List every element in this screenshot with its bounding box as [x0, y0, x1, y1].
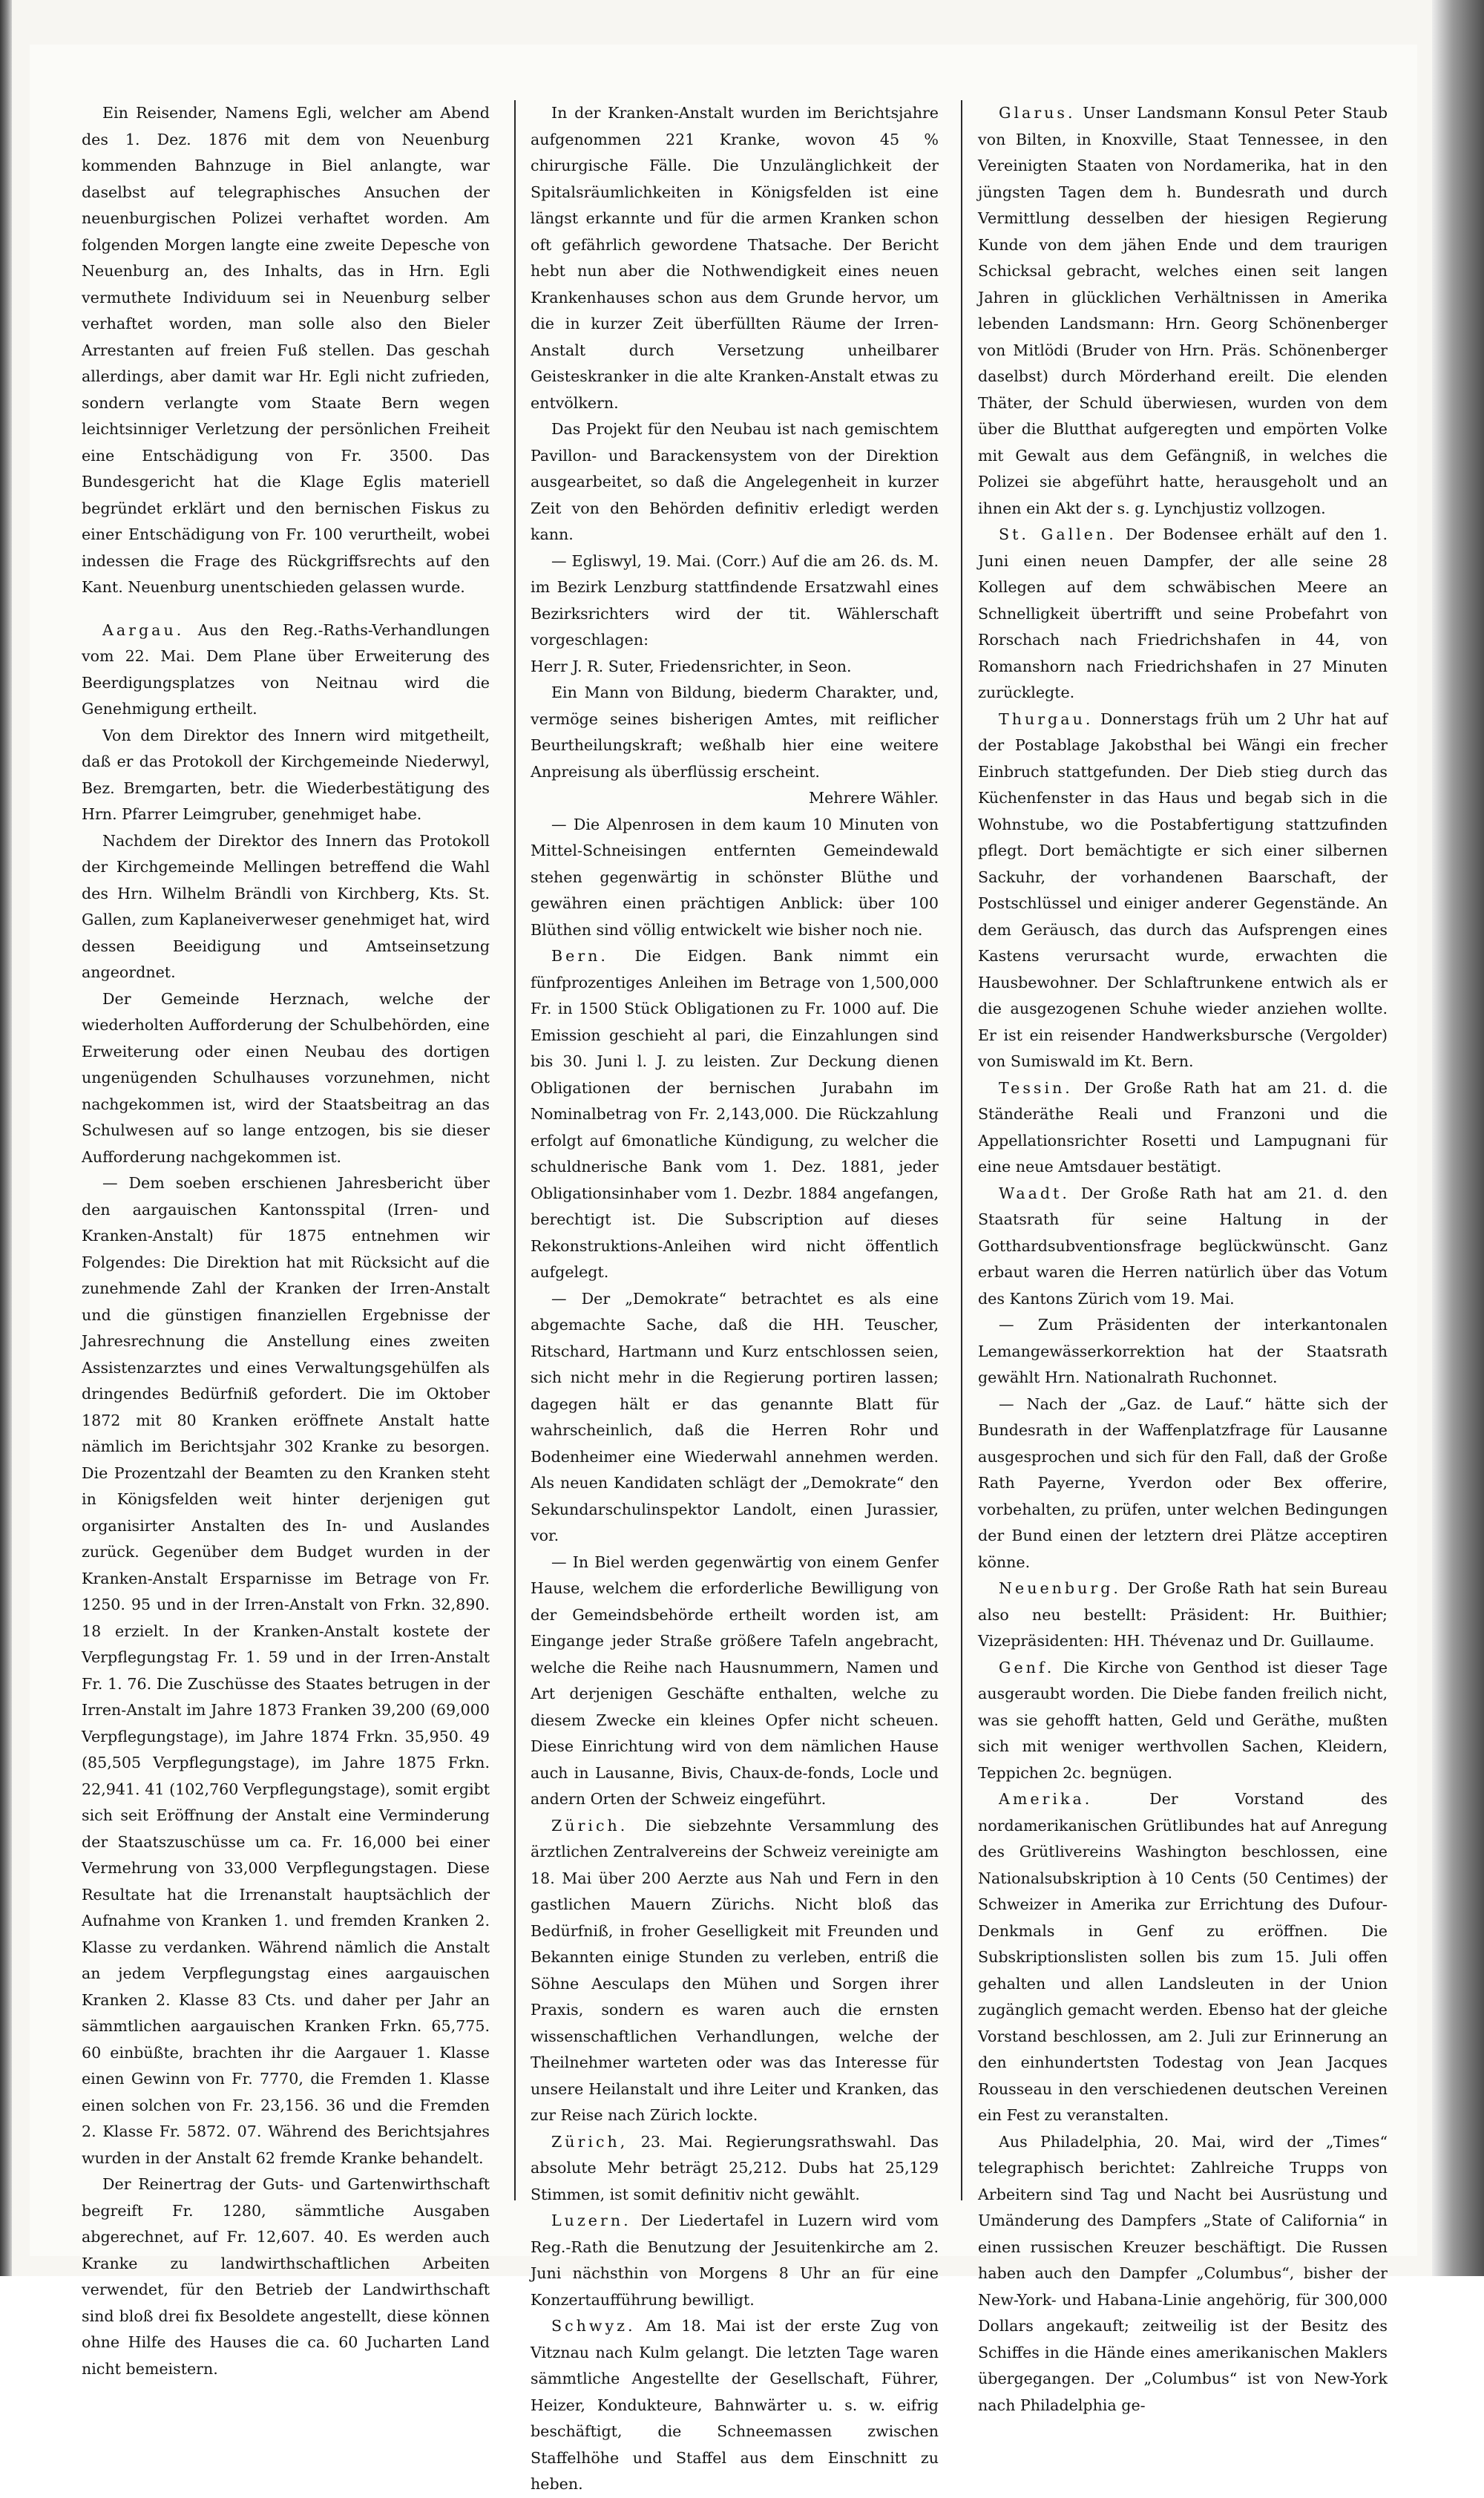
article-paragraph: [531, 1286, 939, 1550]
dateline-lead: Neuenburg.: [999, 1579, 1121, 1597]
paragraph-text: — Nach der „Gaz. de Lauf.“ hätte sich der Bundesrath in der Waffenplatzfrage für Lausanne ausgesprochen und sich für den Fall, daß der Große Rath Payerne, Yverdon oder Bex offerire, vorbehalten, zu prüfen, unter welchen Bedingungen der Bund einen der letztern drei Plätze acceptiren könne.: [978, 1394, 1388, 1571]
article-paragraph: [978, 1181, 1388, 1313]
column-2: [531, 100, 939, 2493]
paragraph-text: 23. Mai. Regierungsrathswahl. Das absolute Mehr beträgt 25,212. Dubs hat 25,129 Stimmen, ist somit definitiv nicht gewählt.: [531, 2132, 939, 2203]
paragraph-text: Der Liedertafel in Luzern wird vom Reg.-Rath die Benutzung der Jesuitenkirche am 2. Juni nächsthin von Morgens 8 Uhr an für eine Konzertaufführung bewilligt.: [531, 2212, 939, 2309]
article-paragraph: [82, 1170, 490, 2171]
paragraph-text: Der Reinertrag der Guts- und Gartenwirthschaft begreift Fr. 1280, sämmtliche Ausgaben abgerechnet, auf Fr. 12,607. 40. Es werden auch Kranke zu landwirthschaftlichen Arbeiten verwendet, für den Betrieb der Landwirthschaft sind bloß drei fix Besoldete angestellt, diese können ohne Hilfe des Hauses die ca. 60 Jucharten Land nicht bemeistern.: [82, 2175, 490, 2378]
paragraph-text: — Der „Demokrate“ betrachtet es als eine abgemachte Sache, daß die HH. Teuscher, Ritschard, Hartmann und Kurz entschlossen seien, sich nicht mehr in die Regierung portiren lassen; dagegen hält er das genannte Blatt für wahrscheinlich, daß die Herren Rohr und Bodenheimer eine Wiederwahl annehmen werden. Als neuen Kandidaten schlägt der „Demokrate“ den Sekundarschulinspektor Landolt, einen Jurassier, vor.: [531, 1289, 939, 1544]
paragraph-text: Mehrere Wähler.: [809, 789, 939, 807]
article-paragraph: [82, 828, 490, 986]
paragraph-text: Herr J. R. Suter, Friedensrichter, in Seon.: [531, 657, 852, 675]
paragraph-text: Ein Mann von Bildung, biederm Charakter, und, vermöge seines bisherigen Amtes, mit reiflicher Beurtheilungskraft; weßhalb hier eine weitere Anpreisung als überflüssig erscheint.: [531, 683, 939, 781]
dateline-lead: St. Gallen.: [999, 525, 1117, 543]
paragraph-text: Aus Philadelphia, 20. Mai, wird der „Times“ telegraphisch berichtet: Zahlreiche Trupps von Arbeitern sind Tag und Nacht bei Ausrüstung und Umänderung des Dampfers „State of California“ in einen russischen Kreuzer beschäftigt. Die Russen haben auch den Dampfer „Columbus“, bisher der New-York- und Habana-Linie angehörig, für 300,000 Dollars angekauft; zeitweilig ist der Besitz des Schiffes in die Hände eines amerikanischen Maklers übergegangen. Der „Columbus“ ist von New-York nach Philadelphia ge-: [978, 2132, 1388, 2414]
dateline-lead: Zürich.: [551, 1816, 628, 1835]
book-spine-shadow: [0, 0, 12, 2276]
article-paragraph: [82, 986, 490, 1171]
article-paragraph: [531, 2313, 939, 2498]
paragraph-text: Der Gemeinde Herznach, welche der wiederholten Aufforderung der Schulbehörden, eine Erweiterung oder einen Neubau des dortigen ungenügenden Schulhauses vorzunehmen, nicht nachgekommen ist, wird der Staatsbeitrag an das Schulwesen auf so lange entzogen, bis sie dieser Aufforderung nachgekommen ist.: [82, 989, 490, 1166]
article-paragraph: [531, 812, 939, 944]
dateline-lead: Bern.: [551, 947, 608, 965]
paragraph-text: Der Große Rath hat am 21. d. den Staatsrath für seine Haltung in der Gotthardsubventionsfrage beglückwünscht. Ganz erbaut waren die Herren natürlich über das Votum des Kantons Zürich vom 19. Mai.: [978, 1184, 1388, 1308]
article-paragraph: [531, 2208, 939, 2313]
paragraph-text: Die Kirche von Genthod ist dieser Tage ausgeraubt worden. Die Diebe fanden freilich nicht, was sie gehofft hatten, Geld und Geräthe, mußten sich mit weniger werthvollen Sachen, Kleidern, Teppichen 2c. begnügen.: [978, 1658, 1388, 1782]
article-paragraph: [82, 617, 490, 723]
article-paragraph: [531, 943, 939, 1286]
article-paragraph: [531, 680, 939, 785]
article-paragraph: [978, 2129, 1388, 2419]
article-paragraph: [531, 1813, 939, 2129]
paragraph-text: Nachdem der Direktor des Innern das Protokoll der Kirchgemeinde Mellingen betreffend die Wahl des Hrn. Wilhelm Brändli von Kirchberg, Kts. St. Gallen, zum Kaplaneiverweser genehmiget hat, wird dessen Beeidigung und Amtseinsetzung angeordnet.: [82, 831, 490, 981]
column-3: [978, 100, 1388, 2414]
article-paragraph: [978, 1786, 1388, 2129]
article-paragraph: [531, 1550, 939, 1813]
paragraph-text: Aus den Reg.-Raths-Verhandlungen vom 22. Mai. Dem Plane über Erweiterung des Beerdigungsplatzes von Neitnau wird die Genehmigung ertheilt.: [82, 620, 490, 718]
paragraph-text: In der Kranken-Anstalt wurden im Berichtsjahre aufgenommen 221 Kranke, wovon 45 % chirurgische Fälle. Die Unzulänglichkeit der Spitalsräumlichkeiten in Königsfelden ist eine längst erkannte und für die armen Kranken schon oft gefährlich gewordene Thatsache. Der Bericht hebt nun aber die Nothwendigkeit eines neuen Krankenhauses schon aus dem Grunde hervor, um die in kurzer Zeit überfüllten Räume der Irren-Anstalt durch Versetzung unheilbarer Geisteskranker in die alte Kranken-Anstalt etwas zu entvölkern.: [531, 104, 939, 412]
dateline-lead: Waadt.: [999, 1184, 1070, 1202]
column-rule-1: [514, 100, 516, 2200]
paragraph-text: Unser Landsmann Konsul Peter Staub von Bilten, in Knoxville, Staat Tennessee, in den Vereinigten Staaten von Nordamerika, hat in den jüngsten Tagen dem h. Bundesrath und durch Vermittlung desselben der hiesigen Regierung Kunde von dem jähen Ende und dem traurigen Schicksal gebracht, welches einen seit langen Jahren in glücklichen Verhältnissen in Amerika lebenden Landsmann: Hrn. Georg Schönenberger von Mitlödi (Bruder von Hrn. Präs. Schönenberger daselbst) durch Mörderhand ereilt. Die elenden Thäter, der Schuld überwiesen, wurden von dem über die Blutthat aufgeregten und empörten Volke mit Gewalt aus dem Gefängniß, in welches die Polizei sie abgeführt hatte, herausgeholt und an ihnen ein Akt der s. g. Lynchjustiz vollzogen.: [978, 104, 1388, 517]
dateline-lead: Genf.: [999, 1658, 1055, 1676]
article-paragraph: [978, 1312, 1388, 1391]
paragraph-text: Der Große Rath hat am 21. d. die Ständeräthe Reali und Franzoni und die Appellationsrichter Rosetti und Lampugnani für eine neue Amtsdauer bestätigt.: [978, 1078, 1388, 1176]
column-1: [82, 100, 490, 2378]
dateline-lead: Tessin.: [999, 1078, 1073, 1097]
paragraph-text: Der Große Rath hat sein Bureau also neu bestellt: Präsident: Hr. Buithier; Vizepräsidenten: HH. Thévenaz und Dr. Guillaume.: [978, 1579, 1388, 1650]
page-edge-shadow: [1432, 0, 1484, 2276]
paragraph-text: Ein Reisender, Namens Egli, welcher am Abend des 1. Dez. 1876 mit dem von Neuenburg kommenden Bahnzuge in Biel anlangte, war daselbst auf telegraphisches Ansuchen der neuenburgischen Polizei verhaftet worden. Am folgenden Morgen langte eine zweite Depesche von Neuenburg an, des Inhalts, das in Hrn. Egli vermuthete Individuum sei in Neuenburg selber verhaftet worden, man solle also den Bieler Arrestanten auf freien Fuß stellen. Das geschah allerdings, aber damit war Hr. Egli nicht zufrieden, sondern verlangte vom Staate Bern wegen leichtsinniger Verletzung der persönlichen Freiheit eine Entschädigung von Fr. 3500. Das Bundesgericht hat die Klage Eglis materiell begründet erklärt und den bernischen Fiskus zu einer Entschädigung von Fr. 100 verurtheilt, wobei indessen die Frage des Rückgriffsrechts auf den Kant. Neuenburg unentschieden gelassen wurde.: [82, 104, 490, 596]
article-paragraph: [978, 522, 1388, 707]
dateline-lead: Zürich,: [551, 2132, 628, 2151]
article-paragraph: [978, 1391, 1388, 1576]
paragraph-text: — Dem soeben erschienen Jahresbericht über den aargauischen Kantonsspital (Irren- und Kranken-Anstalt) für 1875 entnehmen wir Folgendes: Die Direktion hat mit Rücksicht auf die zunehmende Zahl der Kranken der Irren-Anstalt und die günstigen finanziellen Ergebnisse der Jahresrechnung die Anstellung eines zweiten Assistenzarztes und eines Verwaltungsgehülfen als dringendes Bedürfniß gefordert. Die im Oktober 1872 mit 80 Kranken eröffnete Anstalt hatte nämlich im Berichtsjahr 302 Kranke zu besorgen. Die Prozentzahl der Beamten zu den Kranken steht in Königsfelden weit hinter derjenigen gut organisirter Anstalten des In- und Auslandes zurück. Gegenüber dem Budget wurden in der Kranken-Anstalt Ersparnisse im Betrage von Fr. 1250. 95 und in der Irren-Anstalt von Frkn. 32,890. 18 erzielt. In der Kranken-Anstalt kostete der Verpflegungstag Fr. 1. 59 und in der Irren-Anstalt Fr. 1. 76. Die Zuschüsse des Staates betrugen in der Irren-Anstalt im Jahre 1873 Franken 39,200 (69,000 Verpflegungstage), im Jahre 1874 Frkn. 35,950. 49 (85,505 Verpflegungstage), im Jahre 1875 Frkn. 22,941. 41 (102,760 Verpflegungstage), somit ergibt sich seit Eröffnung der Anstalt eine Verminderung der Staatszuschüsse um ca. Fr. 16,000 bei einer Vermehrung von 33,000 Verpflegungstagen. Diese Resultate hat die Irrenanstalt hauptsächlich der Aufnahme von Kranken 1. und fremden Kranken 2. Klasse zu verdanken. Während nämlich die Anstalt an jedem Verpflegungstag eines aargauischen Kranken 2. Klasse 83 Cts. und daher per Jahr an sämmtlichen aargauischen Kranken Frkn. 65,775. 60 einbüßte, brachten ihr die Aargauer 1. Klasse einen Gewinn von Fr. 7770, die Fremden 1. Klasse einen solchen von Fr. 23,156. 36 und die Fremden 2. Klasse Fr. 5872. 07. Während des Berichtsjahres wurden in der Anstalt 62 fremde Kranke behandelt.: [82, 1174, 490, 2167]
dateline-lead: Aargau.: [102, 620, 185, 639]
paragraph-text: Der Bodensee erhält auf den 1. Juni einen neuen Dampfer, der alle seine 28 Kollegen auf dem schwäbischen Meere an Schnelligkeit übertrifft und seine Probefahrt von Rorschach nach Friedrichshafen in 44, von Romanshorn nach Friedrichshafen in 27 Minuten zurücklegte.: [978, 525, 1388, 701]
paragraph-text: Donnerstags früh um 2 Uhr hat auf der Postablage Jakobsthal bei Wängi ein frecher Einbruch stattgefunden. Der Dieb stieg durch das Küchenfenster in das Haus und begab sich in die Wohnstube, wo die Postabfertigung stattzufinden pflegt. Dort bemächtigte er sich einer silbernen Sackuhr, der vorhandenen Baarschaft, der Postschlüssel und einiger anderer Gegenstände. An dem Geräusch, das durch das Aufsprengen eines Kastens verursacht wurde, erwachten die Hausbewohner. Der Schlaftrunkene entwich als er die ausgezogenen Schuhe wieder anziehen wollte. Er ist ein reisender Handwerksbursche (Vergolder) von Sumiswald im Kt. Bern.: [978, 709, 1388, 1070]
text-columns: [82, 100, 1388, 2493]
paragraph-text: — Die Alpenrosen in dem kaum 10 Minuten von Mittel-Schneisingen entfernten Gemeindewald stehen gegenwärtig in schönster Blüthe und gewähren einen prächtigen Anblick: über 100 Blüthen sind völlig entwickelt wie bisher noch nie.: [531, 815, 939, 939]
paragraph-text: Von dem Direktor des Innern wird mitgetheilt, daß er das Protokoll der Kirchgemeinde Niederwyl, Bez. Bremgarten, betr. die Wiederbestätigung des Hrn. Pfarrer Leimgruber, genehmiget habe.: [82, 726, 490, 823]
article-paragraph: [978, 100, 1388, 522]
article-paragraph: [531, 654, 939, 681]
dateline-lead: Glarus.: [999, 104, 1076, 122]
article-paragraph: [531, 785, 939, 812]
column-rule-2: [961, 100, 962, 2200]
article-paragraph: [82, 2171, 490, 2382]
paragraph-text: Der Vorstand des nordamerikanischen Grütlibundes hat auf Anregung des Grütlivereins Washington beschlossen, eine Nationalsubskription à 10 Cents (50 Centimes) der Schweizer in Amerika zur Errichtung des Dufour-Denkmals in Genf zu eröffnen. Die Subskriptionslisten sollen bis zum 15. Juli offen gehalten und allen Landsleuten in der Union zugänglich gemacht werden. Ebenso hat der gleiche Vorstand beschlossen, am 2. Juli zur Erinnerung an den einhundertsten Todestag von Jean Jacques Rousseau in den verschiedenen deutschen Vereinen ein Fest zu veranstalten.: [978, 1790, 1388, 2124]
paragraph-text: — Zum Präsidenten der interkantonalen Lemangewässerkorrektion hat der Staatsrath gewählt Hrn. Nationalrath Ruchonnet.: [978, 1316, 1388, 1386]
paragraph-text: Am 18. Mai ist der erste Zug von Vitznau nach Kulm gelangt. Die letzten Tage waren sämmtliche Angestellte der Gesellschaft, Führer, Heizer, Kondukteure, Bahnwärter u. s. w. eifrig beschäftigt, die Schneemassen zwischen Staffelhöhe und Staffel aus dem Einschnitt zu heben.: [531, 2317, 939, 2493]
article-paragraph: [978, 707, 1388, 1075]
paragraph-text: Die siebzehnte Versammlung des ärztlichen Zentralvereins der Schweiz vereinigte am 18. Mai über 200 Aerzte aus Nah und Fern in den gastlichen Mauern Zürichs. Nicht bloß das Bedürfniß, in froher Geselligkeit mit Freunden und Bekannten einige Stunden zu verleben, entriß die Söhne Aesculaps den Mühen und Sorgen ihrer Praxis, sondern es waren auch die ernsten wissenschaftlichen Verhandlungen, welche der Theilnehmer warteten oder was das Interesse für unsere Heilanstalt und ihre Leiter und Kranken, das zur Reise nach Zürich lockte.: [531, 1816, 939, 2124]
article-paragraph: [531, 100, 939, 416]
article-paragraph: [531, 2129, 939, 2209]
paragraph-text: — Egliswyl, 19. Mai. (Corr.) Auf die am 26. ds. M. im Bezirk Lenzburg stattfindende Ersatzwahl eines Bezirksrichters wird der tit. Wählerschaft vorgeschlagen:: [531, 551, 939, 649]
article-paragraph: [531, 548, 939, 654]
article-paragraph: [978, 1655, 1388, 1787]
dateline-lead: Luzern.: [551, 2212, 631, 2229]
paragraph-text: Die Eidgen. Bank nimmt ein fünfprozentiges Anleihen im Betrage von 1,500,000 Fr. in 1500 Stück Obligationen zu Fr. 1000 auf. Die Emission geschieht al pari, die Einzahlungen sind bis 30. Juni l. J. zu leisten. Zur Deckung dienen Obligationen der bernischen Jurabahn im Nominalbetrag von Fr. 2,143,000. Die Rückzahlung erfolgt auf 6monatliche Kündigung, zu welcher die schuldnerische Bank vom 1. Dez. 1881, jeder Obligationsinhaber vom 1. Dezbr. 1884 angefangen, berechtigt ist. Die Subscription auf dieses Rekonstruktions-Anleihen wird nicht öffentlich aufgelegt.: [531, 947, 939, 1281]
article-paragraph: [978, 1075, 1388, 1181]
dateline-lead: Thurgau.: [999, 709, 1094, 728]
paragraph-text: Das Projekt für den Neubau ist nach gemischtem Pavillon- und Barackensystem von der Direktion ausgearbeitet, so daß die Angelegenheit in kurzer Zeit von den Behörden definitiv erledigt werden kann.: [531, 420, 939, 543]
article-paragraph: [531, 416, 939, 548]
article-paragraph: [82, 100, 490, 601]
paragraph-text: — In Biel werden gegenwärtig von einem Genfer Hause, welchem die erforderliche Bewilligung von der Gemeindsbehörde ertheilt worden ist, am Eingange jeder Straße größere Tafeln angebracht, welche die Reihe nach Hausnummern, Namen und Art derjenigen Geschäfte enthalten, welche zu diesem Zwecke ein kleines Opfer nicht scheuen. Diese Einrichtung wird von dem nämlichen Hause auch in Lausanne, Bivis, Chaux-de-fonds, Locle und andern Orten der Schweiz eingeführt.: [531, 1553, 939, 1808]
article-paragraph: [978, 1576, 1388, 1655]
dateline-lead: Amerika.: [999, 1790, 1093, 1808]
dateline-lead: Schwyz.: [551, 2317, 636, 2335]
article-paragraph: [82, 723, 490, 828]
